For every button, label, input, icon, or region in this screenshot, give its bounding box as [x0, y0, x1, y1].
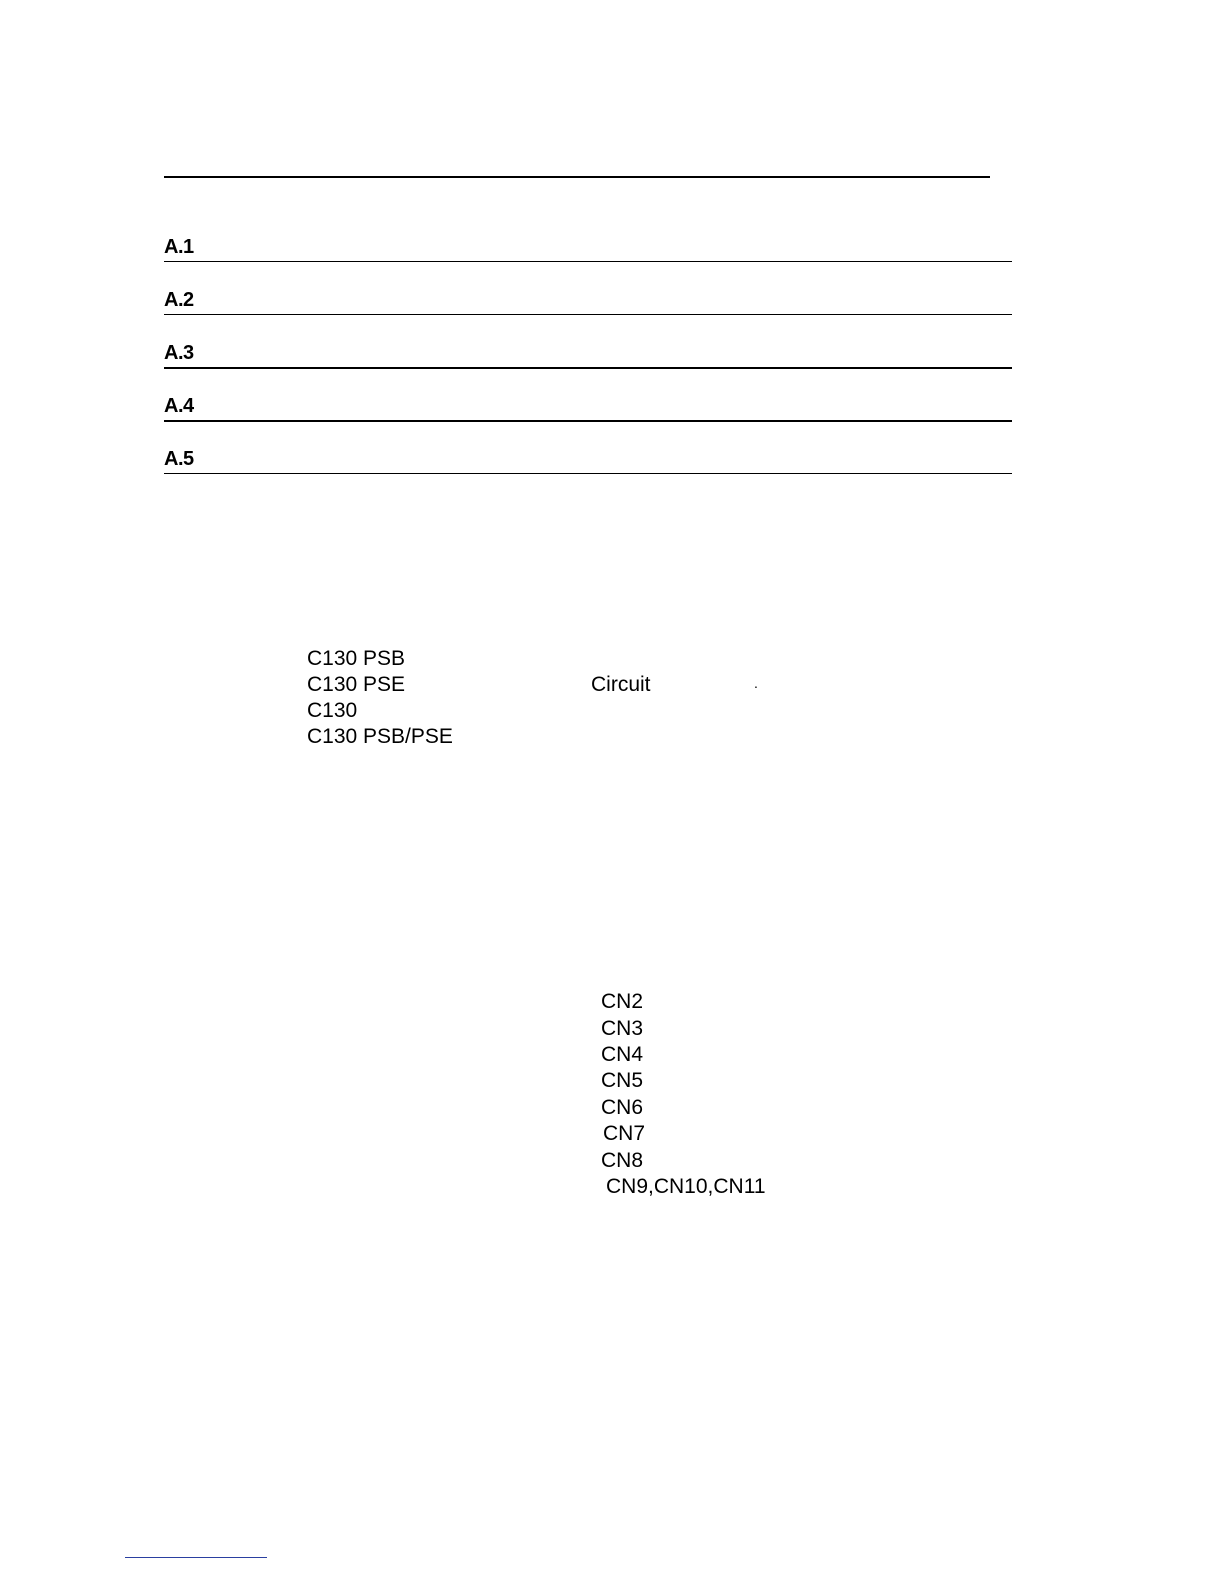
model-line: C130 — [307, 699, 358, 722]
connector-line: CN9,CN10,CN11 — [606, 1175, 766, 1198]
footer-rule — [125, 1557, 267, 1558]
connector-line: CN4 — [601, 1043, 644, 1066]
connector-line: CN8 — [601, 1149, 644, 1172]
toc-number: A.5 — [164, 448, 194, 470]
toc-row — [164, 288, 1012, 315]
connector-line: CN6 — [601, 1096, 644, 1119]
toc-number: A.4 — [164, 395, 194, 417]
model-line: C130 PSB/PSE — [307, 725, 453, 748]
model-line: C130 PSE — [307, 673, 406, 696]
connector-line: CN3 — [601, 1017, 644, 1040]
circuit-label: Circuit — [591, 673, 651, 696]
toc-row — [164, 341, 1012, 369]
model-line: C130 PSB — [307, 647, 406, 670]
toc-number: A.1 — [164, 236, 194, 258]
toc-row — [164, 235, 1012, 262]
toc-row — [164, 394, 1012, 422]
connector-line: CN5 — [601, 1069, 644, 1092]
connector-line: CN2 — [601, 990, 644, 1013]
toc-number: A.2 — [164, 289, 194, 311]
header-rule — [164, 176, 990, 178]
toc-row — [164, 447, 1012, 474]
toc-number: A.3 — [164, 342, 194, 364]
connector-line: CN7 — [603, 1122, 646, 1145]
stray-dot: . — [754, 675, 758, 691]
